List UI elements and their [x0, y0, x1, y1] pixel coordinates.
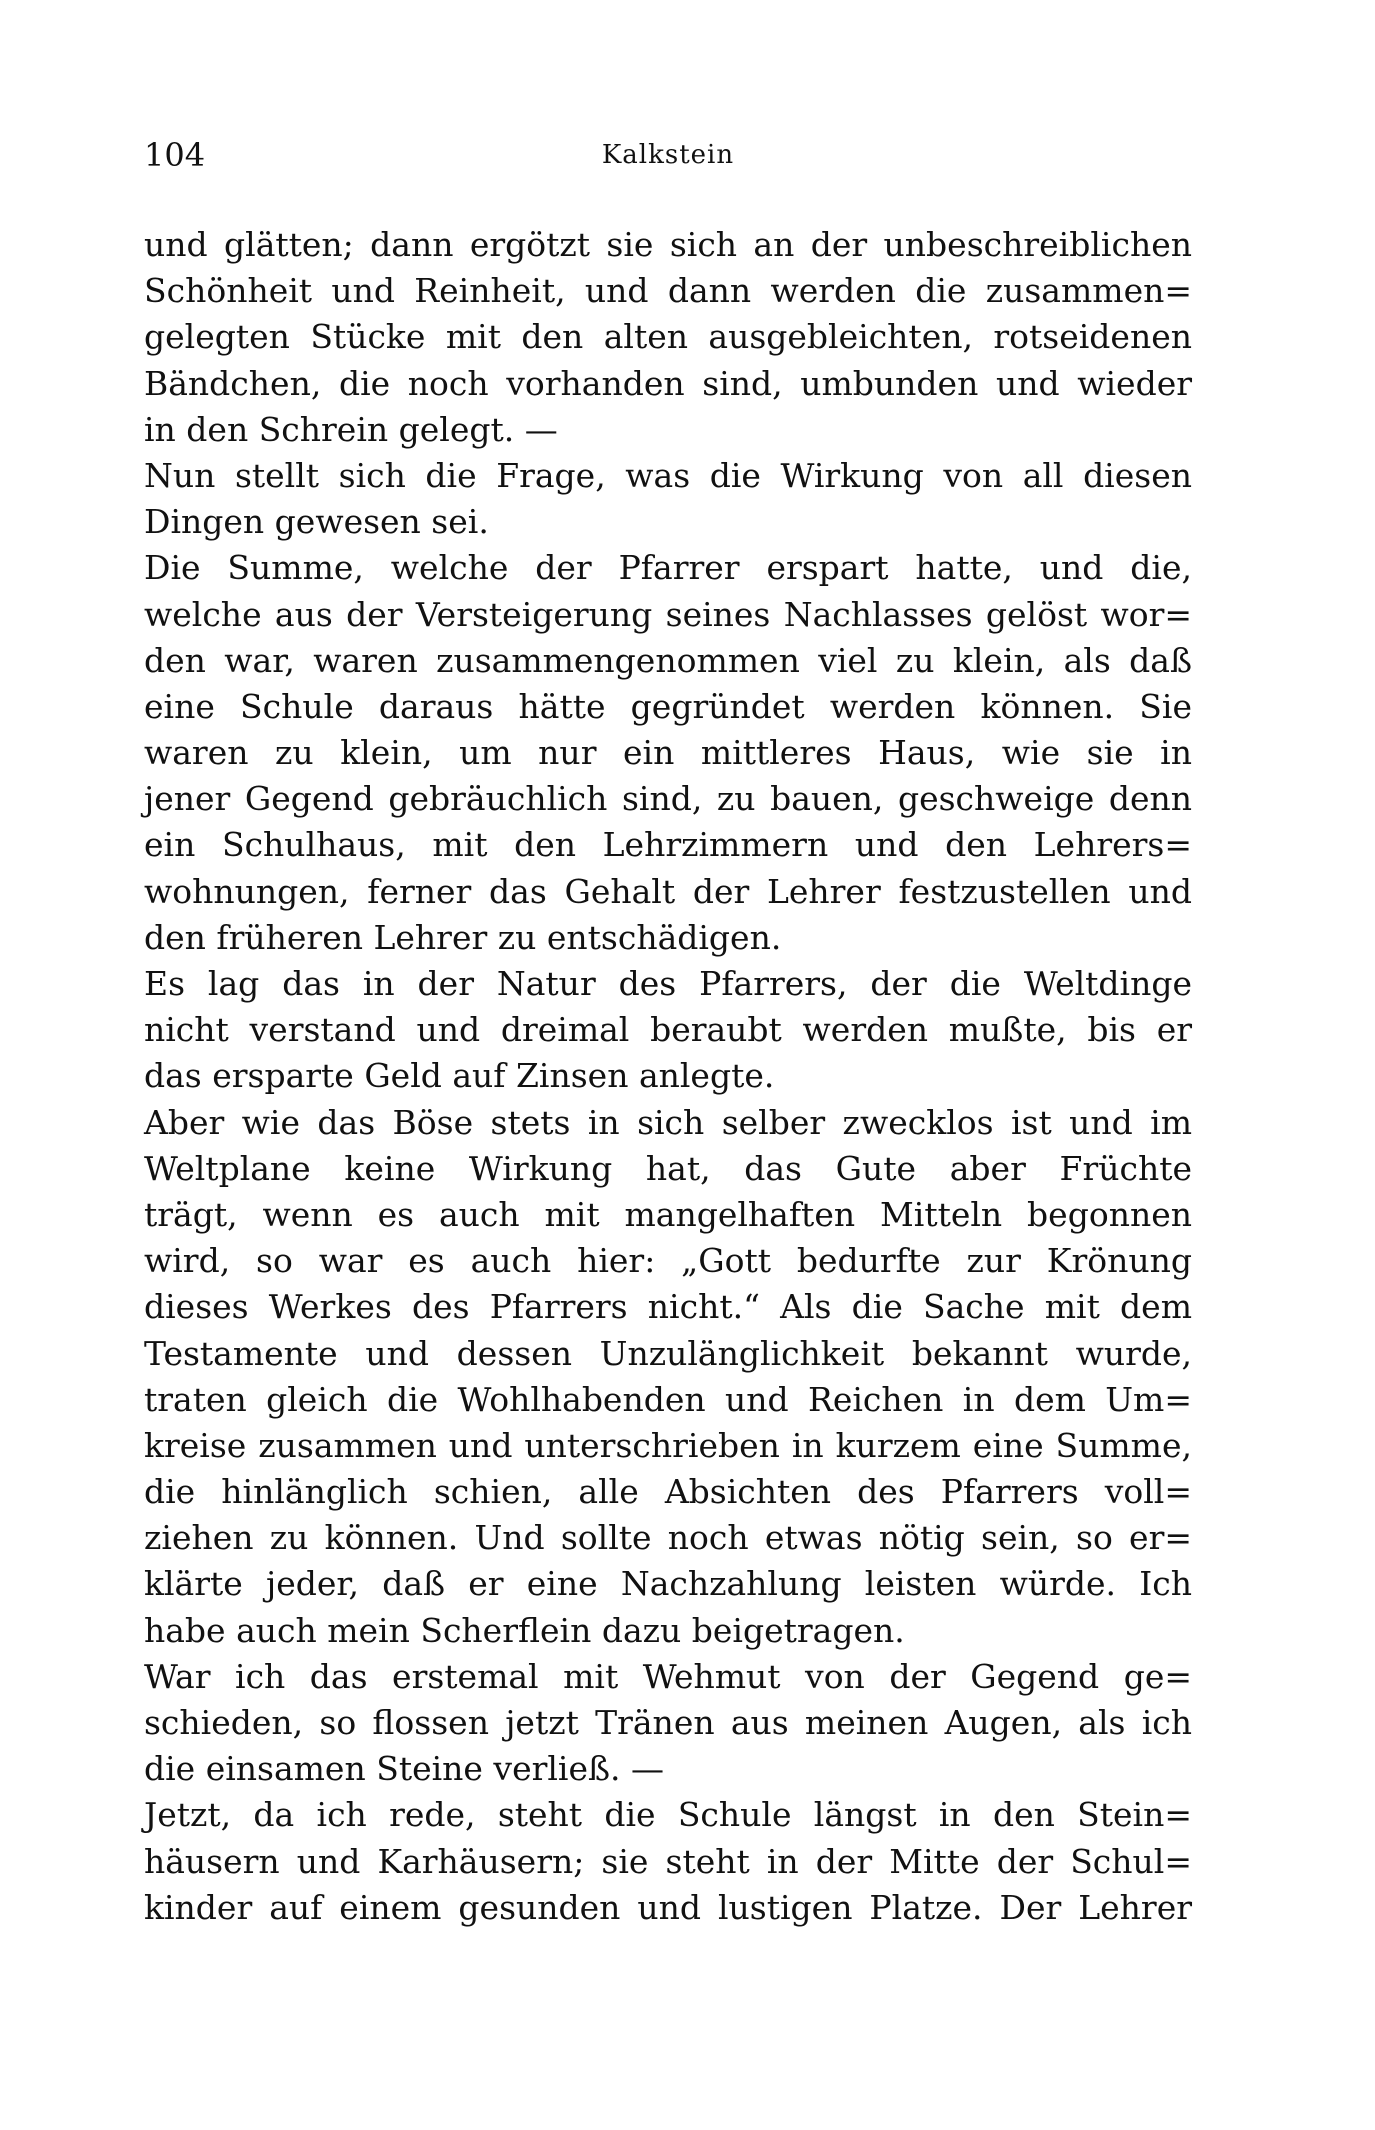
- text-line: den früheren Lehrer zu entschädigen.: [144, 917, 782, 957]
- text-line: traten gleich die Wohlhabenden und Reichen in dem Um=: [144, 1379, 1192, 1419]
- text-line: War ich das erstemal mit Wehmut von der Gegend ge=: [144, 1656, 1192, 1696]
- text-line: wohnungen, ferner das Gehalt der Lehrer festzustellen und: [144, 871, 1192, 911]
- running-title: Kalkstein: [601, 140, 735, 170]
- body-text: [144, 222, 1192, 1931]
- text-line: Jetzt, da ich rede, steht die Schule längst in den Stein=: [144, 1795, 1192, 1835]
- text-line: Aber wie das Böse stets in sich selber zwecklos ist und im: [144, 1102, 1192, 1142]
- text-line: klärte jeder, daß er eine Nachzahlung leisten würde. Ich: [144, 1564, 1192, 1604]
- text-line: jener Gegend gebräuchlich sind, zu bauen, geschweige denn: [144, 779, 1192, 819]
- text-line: welche aus der Versteigerung seines Nachlasses gelöst wor=: [144, 594, 1192, 634]
- page-number: 104: [144, 136, 206, 174]
- text-line: gelegten Stücke mit den alten ausgebleichten, rotseidenen: [144, 317, 1192, 357]
- text-line: eine Schule daraus hätte gegründet werden können. Sie: [144, 686, 1192, 726]
- text-line: schieden, so flossen jetzt Tränen aus meinen Augen, als ich: [144, 1703, 1192, 1742]
- text-line: nicht verstand und dreimal beraubt werden mußte, bis er: [144, 1010, 1192, 1050]
- text-line: wird, so war es auch hier: „Gott bedurfte zur Krönung: [144, 1241, 1192, 1281]
- text-line: die hinlänglich schien, alle Absichten des Pfarrers voll=: [144, 1472, 1192, 1512]
- text-line: dieses Werkes des Pfarrers nicht.“ Als die Sache mit dem: [144, 1287, 1192, 1327]
- text-line: Es lag das in der Natur des Pfarrers, der die Weltdinge: [144, 964, 1192, 1003]
- text-line: Schönheit und Reinheit, und dann werden die zusammen=: [144, 271, 1192, 311]
- text-line: in den Schrein gelegt. —: [144, 409, 558, 449]
- text-line: habe auch mein Scherflein dazu beigetragen.: [144, 1610, 905, 1650]
- text-line: Weltplane keine Wirkung hat, das Gute aber Früchte: [144, 1148, 1192, 1188]
- text-line: das ersparte Geld auf Zinsen anlegte.: [144, 1056, 775, 1096]
- text-line: ein Schulhaus, mit den Lehrzimmern und den Lehrers=: [144, 825, 1192, 865]
- text-line: Die Summe, welche der Pfarrer erspart hatte, und die,: [144, 548, 1192, 588]
- text-line: waren zu klein, um nur ein mittleres Haus, wie sie in: [144, 733, 1192, 773]
- text-line: und glätten; dann ergötzt sie sich an der unbeschreiblichen: [144, 225, 1192, 264]
- text-line: die einsamen Steine verließ. —: [144, 1749, 665, 1789]
- text-line: häusern und Karhäusern; sie steht in der Mitte der Schul=: [144, 1841, 1192, 1881]
- text-line: Bändchen, die noch vorhanden sind, umbunden und wieder: [144, 363, 1192, 403]
- text-line: Nun stellt sich die Frage, was die Wirkung von all diesen: [144, 455, 1192, 495]
- text-line: kreise zusammen und unterschrieben in kurzem eine Summe,: [144, 1425, 1192, 1465]
- text-line: ziehen zu können. Und sollte noch etwas nötig sein, so er=: [144, 1518, 1192, 1558]
- text-line: den war, waren zusammengenommen viel zu klein, als daß: [144, 640, 1192, 680]
- text-line: kinder auf einem gesunden und lustigen Platze. Der Lehrer: [144, 1887, 1192, 1927]
- text-line: trägt, wenn es auch mit mangelhaften Mitteln begonnen: [144, 1194, 1192, 1234]
- page-header: [144, 133, 1192, 177]
- text-line: Testamente und dessen Unzulänglichkeit bekannt wurde,: [144, 1333, 1192, 1373]
- text-line: Dingen gewesen sei.: [144, 502, 489, 542]
